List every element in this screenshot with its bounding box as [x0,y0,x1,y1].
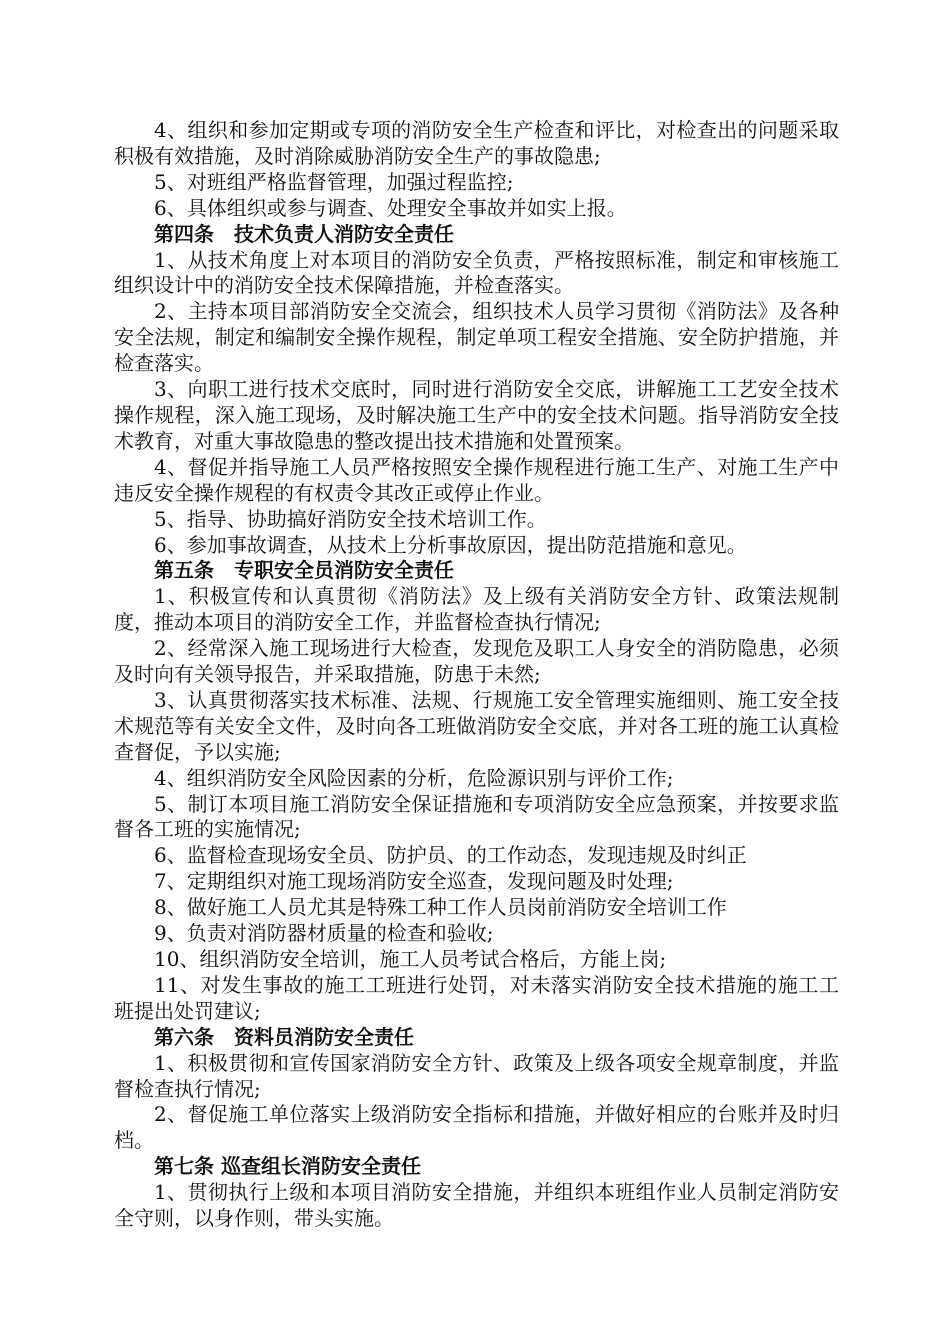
clause-paragraph: 2、经常深入施工现场进行大检查，发现危及职工人身安全的消防隐患，必须及时向有关领导报告，并采取措施，防患于未然; [114,636,839,687]
clause-paragraph: 2、主持本项目部消防安全交流会，组织技术人员学习贯彻《消防法》及各种安全法规，制定和编制安全操作规程，制定单项工程安全措施、安全防护措施，并检查落实。 [114,299,839,376]
clause-paragraph: 6、监督检查现场安全员、防护员、的工作动态，发现违规及时纠正 [154,843,747,868]
clause-paragraph: 2、督促施工单位落实上级消防安全指标和措施，并做好相应的台账并及时归档。 [114,1102,839,1153]
clause-paragraph: 8、做好施工人员尤其是特殊工种工作人员岗前消防安全培训工作 [154,895,727,920]
clause-paragraph: 4、组织消防安全风险因素的分析，危险源识别与评价工作; [154,765,674,790]
article-heading: 第七条 巡查组长消防安全责任 [154,1154,421,1179]
clause-paragraph: 6、具体组织或参与调查、处理安全事故并如实上报。 [154,195,627,220]
clause-paragraph: 11、对发生事故的施工工班进行处罚，对未落实消防安全技术措施的施工工班提出处罚建议; [114,972,839,1023]
clause-paragraph: 5、制订本项目施工消防安全保证措施和专项消防安全应急预案，并按要求监督各工班的实施情况; [114,791,839,842]
article-heading: 第六条 资料员消防安全责任 [154,1024,414,1049]
clause-paragraph: 10、组织消防安全培训，施工人员考试合格后，方能上岗; [154,947,667,971]
clause-paragraph: 1、积极宣传和认真贯彻《消防法》及上级有关消防安全方针、政策法规制度，推动本项目的消防安全工作，并监督检查执行情况; [114,584,839,635]
clause-paragraph: 3、向职工进行技术交底时，同时进行消防安全交底，讲解施工工艺安全技术操作规程，深入施工现场，及时解决施工生产中的安全技术问题。指导消防安全技术教育，对重大事故隐患的整改提出技术措施和处置预案。 [114,377,839,453]
clause-paragraph: 4、督促并指导施工人员严格按照安全操作规程进行施工生产、对施工生产中违反安全操作规程的有权责令其改正或停止作业。 [114,454,839,505]
clause-paragraph: 6、参加事故调查，从技术上分析事故原因，提出防范措施和意见。 [154,532,747,557]
clause-paragraph: 5、对班组严格监督管理，加强过程监控; [154,169,514,194]
clause-paragraph: 9、负责对消防器材质量的检查和验收; [154,921,494,946]
clause-paragraph: 4、组织和参加定期或专项的消防安全生产检查和评比，对检查出的问题采取积极有效措施，及时消除威胁消防安全生产的事故隐患; [114,118,839,168]
clause-paragraph: 1、从技术角度上对本项目的消防安全负责，严格按照标准，制定和审核施工组织设计中的消防安全技术保障措施，并检查落实。 [114,247,839,298]
clause-paragraph: 1、积极贯彻和宣传国家消防安全方针、政策及上级各项安全规章制度，并监督检查执行情况; [114,1050,839,1101]
clause-paragraph: 7、定期组织对施工现场消防安全巡查，发现问题及时处理; [154,869,674,894]
clause-paragraph: 3、认真贯彻落实技术标准、法规、行规施工安全管理实施细则、施工安全技术规范等有关安全文件，及时向各工班做消防安全交底，并对各工班的施工认真检查督促，予以实施; [114,687,839,764]
article-heading: 第五条 专职安全员消防安全责任 [154,558,454,583]
article-heading: 第四条 技术负责人消防安全责任 [154,221,454,246]
clause-paragraph: 1、贯彻执行上级和本项目消防安全措施，并组织本班组作业人员制定消防安全守则，以身作则，带头实施。 [114,1180,839,1231]
clause-paragraph: 5、指导、协助搞好消防安全技术培训工作。 [154,506,547,531]
document-body [114,118,839,1232]
